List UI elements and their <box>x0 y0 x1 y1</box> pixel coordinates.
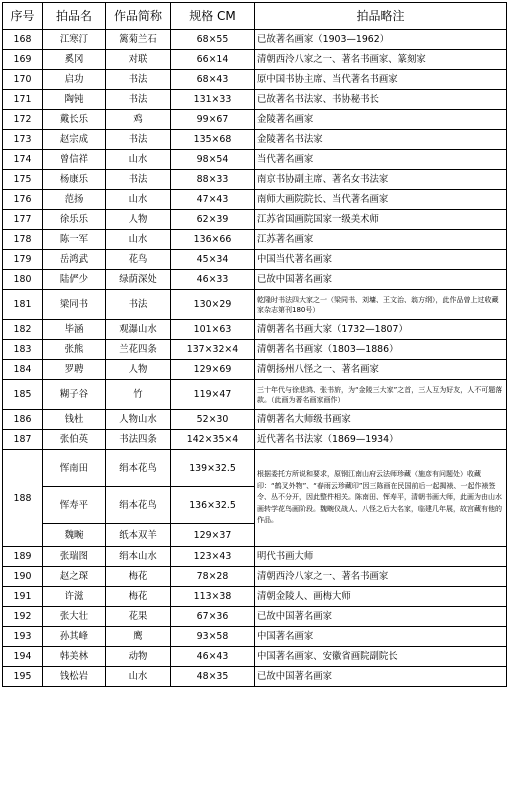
artist-name: 张大壮 <box>43 607 106 627</box>
table-row <box>3 30 507 50</box>
work-title: 山水 <box>106 190 171 210</box>
lot-number: 188 <box>3 450 43 547</box>
lot-note: 金陵著名画家 <box>255 110 507 130</box>
table-row <box>3 380 507 410</box>
artist-name: 江寒汀 <box>43 30 106 50</box>
lot-note: 乾隆时书法四大家之一（梁同书、刘墉、王文治、翁方纲），此作品曾上过收藏家杂志第刊180号） <box>255 290 507 320</box>
header-work: 作品简称 <box>106 3 171 30</box>
table-row <box>3 430 507 450</box>
lot-number: 174 <box>3 150 43 170</box>
lot-note: 清朝扬州八怪之一、著名画家 <box>255 360 507 380</box>
lot-number: 179 <box>3 250 43 270</box>
lot-note: 清朝著名书画大家（1732—1807） <box>255 320 507 340</box>
lot-number: 175 <box>3 170 43 190</box>
work-size: 139×32.5 <box>171 450 255 487</box>
work-title: 绢本花鸟 <box>106 487 171 524</box>
lot-number: 169 <box>3 50 43 70</box>
work-title: 观瀑山水 <box>106 320 171 340</box>
lot-note: 当代著名画家 <box>255 150 507 170</box>
lot-note: 清朝西泠八家之一、著名书画家、篆刻家 <box>255 50 507 70</box>
table-row <box>3 627 507 647</box>
table-row <box>3 250 507 270</box>
lot-note: 三十年代与徐悲鸿、张书旂，为“金陵三大家”之首，三人互为好友，人不可题落款。（此画为著名画家画作） <box>255 380 507 410</box>
work-size: 101×63 <box>171 320 255 340</box>
table-row <box>3 410 507 430</box>
table-row <box>3 110 507 130</box>
artist-name: 启功 <box>43 70 106 90</box>
table-row <box>3 190 507 210</box>
work-title: 梅花 <box>106 587 171 607</box>
lot-number: 182 <box>3 320 43 340</box>
artist-name: 糊子谷 <box>43 380 106 410</box>
lot-number: 172 <box>3 110 43 130</box>
work-title: 绿荫深处 <box>106 270 171 290</box>
work-title: 梅花 <box>106 567 171 587</box>
artist-name: 奚冈 <box>43 50 106 70</box>
artist-name: 梁同书 <box>43 290 106 320</box>
artist-name: 徐乐乐 <box>43 210 106 230</box>
table-row <box>3 210 507 230</box>
lot-note: 明代书画大师 <box>255 547 507 567</box>
lot-number: 195 <box>3 667 43 687</box>
artist-name: 恽寿平 <box>43 487 106 524</box>
header-note: 拍品略注 <box>255 3 507 30</box>
artist-name: 孙其峰 <box>43 627 106 647</box>
work-size: 68×43 <box>171 70 255 90</box>
work-size: 130×29 <box>171 290 255 320</box>
work-size: 46×33 <box>171 270 255 290</box>
table-row <box>3 340 507 360</box>
lot-number: 176 <box>3 190 43 210</box>
work-size: 47×43 <box>171 190 255 210</box>
lot-note: 南师大画院院长、当代著名画家 <box>255 190 507 210</box>
table-row <box>3 667 507 687</box>
table-row <box>3 70 507 90</box>
lot-number: 173 <box>3 130 43 150</box>
table-row <box>3 150 507 170</box>
lot-note: 江苏省国画院国家一级美术师 <box>255 210 507 230</box>
work-title: 书法 <box>106 130 171 150</box>
artist-name: 岳鸿武 <box>43 250 106 270</box>
table-row <box>3 607 507 627</box>
work-title: 山水 <box>106 150 171 170</box>
artist-name: 范扬 <box>43 190 106 210</box>
work-title: 纸本双羊 <box>106 524 171 547</box>
artist-name: 赵宗成 <box>43 130 106 150</box>
work-size: 113×38 <box>171 587 255 607</box>
work-size: 88×33 <box>171 170 255 190</box>
table-row <box>3 320 507 340</box>
artist-name: 许滋 <box>43 587 106 607</box>
table-row <box>3 587 507 607</box>
lot-note: 清朝著名书画家（1803—1886） <box>255 340 507 360</box>
lot-number: 187 <box>3 430 43 450</box>
work-size: 68×55 <box>171 30 255 50</box>
artist-name: 罗聘 <box>43 360 106 380</box>
work-size: 66×14 <box>171 50 255 70</box>
work-size: 62×39 <box>171 210 255 230</box>
lot-note: 已故中国著名画家 <box>255 270 507 290</box>
artist-name: 张瑞图 <box>43 547 106 567</box>
work-title: 山水 <box>106 230 171 250</box>
header-name: 拍品名 <box>43 3 106 30</box>
lot-note: 已故著名书法家、书协秘书长 <box>255 90 507 110</box>
artist-name: 魏畹 <box>43 524 106 547</box>
lot-note: 清朝金陵人、画梅大师 <box>255 587 507 607</box>
work-size: 129×37 <box>171 524 255 547</box>
table-row <box>3 170 507 190</box>
table-row <box>3 270 507 290</box>
lot-number: 170 <box>3 70 43 90</box>
work-title: 兰花四条 <box>106 340 171 360</box>
lot-number: 192 <box>3 607 43 627</box>
artist-name: 陈一军 <box>43 230 106 250</box>
work-size: 142×35×4 <box>171 430 255 450</box>
artist-name: 杨康乐 <box>43 170 106 190</box>
work-size: 46×43 <box>171 647 255 667</box>
table-row <box>3 450 507 487</box>
table-row <box>3 50 507 70</box>
work-title: 山水 <box>106 667 171 687</box>
artist-name: 陶钝 <box>43 90 106 110</box>
lot-number: 191 <box>3 587 43 607</box>
header-size: 规格 CM <box>171 3 255 30</box>
lot-note: 中国当代著名画家 <box>255 250 507 270</box>
lot-note: 金陵著名书法家 <box>255 130 507 150</box>
table-row <box>3 647 507 667</box>
work-title: 绢本花鸟 <box>106 450 171 487</box>
artist-name: 韩美林 <box>43 647 106 667</box>
work-title: 花果 <box>106 607 171 627</box>
work-title: 书法四条 <box>106 430 171 450</box>
lot-note: 已故中国著名画家 <box>255 607 507 627</box>
lot-number: 189 <box>3 547 43 567</box>
lot-number: 190 <box>3 567 43 587</box>
work-size: 119×47 <box>171 380 255 410</box>
lot-number: 186 <box>3 410 43 430</box>
lot-note: 近代著名书法家（1869—1934） <box>255 430 507 450</box>
artist-name: 张熊 <box>43 340 106 360</box>
work-title: 人物 <box>106 360 171 380</box>
work-size: 123×43 <box>171 547 255 567</box>
work-size: 93×58 <box>171 627 255 647</box>
work-title: 人物 <box>106 210 171 230</box>
lot-number: 184 <box>3 360 43 380</box>
artist-name: 戴长乐 <box>43 110 106 130</box>
lot-note: 清朝西泠八家之一、著名书画家 <box>255 567 507 587</box>
lot-number: 178 <box>3 230 43 250</box>
work-size: 136×66 <box>171 230 255 250</box>
work-title: 篱菊兰石 <box>106 30 171 50</box>
lot-number: 185 <box>3 380 43 410</box>
lot-note: 中国著名画家、安徽省画院副院长 <box>255 647 507 667</box>
work-title: 书法 <box>106 290 171 320</box>
work-title: 鸡 <box>106 110 171 130</box>
work-size: 45×34 <box>171 250 255 270</box>
lot-number: 181 <box>3 290 43 320</box>
lot-note: 南京书协副主席、著名女书法家 <box>255 170 507 190</box>
work-title: 书法 <box>106 170 171 190</box>
lot-note: 清朝著名大师级书画家 <box>255 410 507 430</box>
work-size: 99×67 <box>171 110 255 130</box>
header-row <box>3 3 507 30</box>
work-title: 鹰 <box>106 627 171 647</box>
work-title: 花鸟 <box>106 250 171 270</box>
table-row <box>3 90 507 110</box>
work-title: 书法 <box>106 70 171 90</box>
work-title: 动物 <box>106 647 171 667</box>
lot-number: 168 <box>3 30 43 50</box>
header-no: 序号 <box>3 3 43 30</box>
work-title: 人物山水 <box>106 410 171 430</box>
artist-name: 恽南田 <box>43 450 106 487</box>
work-size: 48×35 <box>171 667 255 687</box>
lot-note: 原中国书协主席、当代著名书画家 <box>255 70 507 90</box>
work-size: 98×54 <box>171 150 255 170</box>
lot-number: 177 <box>3 210 43 230</box>
work-size: 78×28 <box>171 567 255 587</box>
lot-note: 中国著名画家 <box>255 627 507 647</box>
artist-name: 陆俨少 <box>43 270 106 290</box>
lot-note: 已故中国著名画家 <box>255 667 507 687</box>
lot-number: 171 <box>3 90 43 110</box>
table-row <box>3 567 507 587</box>
table-row <box>3 130 507 150</box>
work-size: 137×32×4 <box>171 340 255 360</box>
auction-table <box>2 2 507 687</box>
lot-number: 183 <box>3 340 43 360</box>
artist-name: 钱杜 <box>43 410 106 430</box>
work-title: 对联 <box>106 50 171 70</box>
work-size: 136×32.5 <box>171 487 255 524</box>
table-row <box>3 290 507 320</box>
work-size: 131×33 <box>171 90 255 110</box>
artist-name: 钱松岩 <box>43 667 106 687</box>
work-size: 135×68 <box>171 130 255 150</box>
artist-name: 曾信祥 <box>43 150 106 170</box>
work-title: 绢本山水 <box>106 547 171 567</box>
table-row <box>3 547 507 567</box>
work-size: 52×30 <box>171 410 255 430</box>
table-row <box>3 360 507 380</box>
work-size: 67×36 <box>171 607 255 627</box>
artist-name: 赵之琛 <box>43 567 106 587</box>
artist-name: 毕涵 <box>43 320 106 340</box>
lot-note: 江苏著名画家 <box>255 230 507 250</box>
lot-number: 194 <box>3 647 43 667</box>
lot-note: 根据委托方所说和要求，原钢江南山府云法师珍藏（施彦有问题处）收藏印：“鹤叉外物”、“春雨云珍藏印”因三陈画在民国前后一起揭裱、一起作裱签令、丛不分开，因此整件相关。陈南田、恽寿平，清朝书画大师，此画为由山水画转学花鸟画阶段。魏畹仪战人、八怪之后大名家，临建几年展，故宫藏有他的作品。 <box>255 450 507 547</box>
lot-note: 已故著名画家（1903—1962） <box>255 30 507 50</box>
work-title: 竹 <box>106 380 171 410</box>
lot-number: 193 <box>3 627 43 647</box>
work-title: 书法 <box>106 90 171 110</box>
artist-name: 张伯英 <box>43 430 106 450</box>
lot-number: 180 <box>3 270 43 290</box>
table-row <box>3 230 507 250</box>
work-size: 129×69 <box>171 360 255 380</box>
